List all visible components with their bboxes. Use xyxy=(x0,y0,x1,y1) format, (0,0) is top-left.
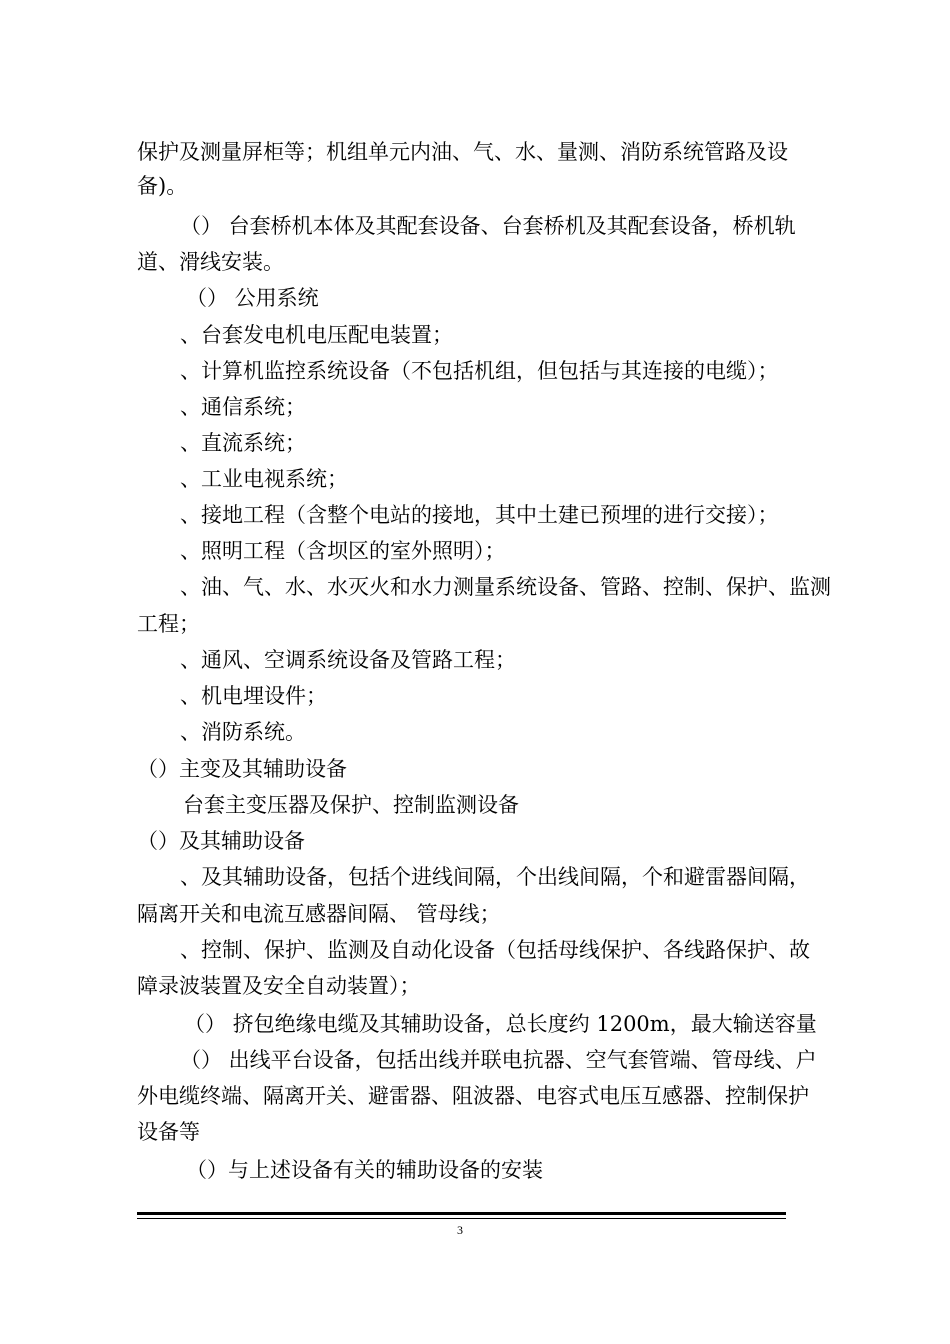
text-line: 保护及测量屏柜等；机组单元内油、气、水、量测、消防系统管路及设 xyxy=(137,140,788,164)
list-item: 、工业电视系统； xyxy=(180,467,348,491)
section-heading: （） 出线平台设备，包括出线并联电抗器、空气套管端、管母线、户 xyxy=(180,1048,817,1072)
footer-rule xyxy=(137,1212,786,1215)
list-item: 、接地工程（含整个电站的接地，其中土建已预埋的进行交接）； xyxy=(180,503,779,527)
text-line: 障录波装置及安全自动装置）； xyxy=(137,974,421,998)
text-line: 台套主变压器及保护、控制监测设备 xyxy=(183,793,519,817)
list-item: 、油、气、水、水灭火和水力测量系统设备、管路、控制、保护、监测 xyxy=(180,575,831,599)
page-number: 3 xyxy=(457,1223,463,1237)
list-item: 、通信系统； xyxy=(180,395,306,419)
list-item: 、机电埋设件； xyxy=(180,684,327,708)
section-heading: （）主变及其辅助设备 xyxy=(137,757,347,781)
text-line: 道、滑线安装。 xyxy=(137,250,284,274)
text-line: （） 台套桥机本体及其配套设备、台套桥机及其配套设备，桥机轨 xyxy=(180,214,796,238)
section-heading: （） 公用系统 xyxy=(186,286,319,310)
list-item: 、控制、保护、监测及自动化设备（包括母线保护、各线路保护、故 xyxy=(180,938,810,962)
section-heading: （）与上述设备有关的辅助设备的安装 xyxy=(186,1158,543,1182)
section-heading: （）及其辅助设备 xyxy=(137,829,305,853)
list-item: 、台套发电机电压配电装置； xyxy=(180,323,453,347)
list-item: 、直流系统； xyxy=(180,431,306,455)
list-item: 、通风、空调系统设备及管路工程； xyxy=(180,648,516,672)
list-item: 、及其辅助设备，包括个进线间隔，个出线间隔，个和避雷器间隔， xyxy=(180,865,810,889)
list-item: 、消防系统。 xyxy=(180,720,306,744)
footer-rule-thin xyxy=(137,1218,786,1219)
text-line: 隔离开关和电流互感器间隔、 管母线； xyxy=(137,902,501,926)
list-item: 、照明工程（含坝区的室外照明）； xyxy=(180,539,506,563)
text-line: 外电缆终端、隔离开关、避雷器、阻波器、电容式电压互感器、控制保护 xyxy=(137,1084,809,1108)
section-heading: （） 挤包绝缘电缆及其辅助设备，总长度约 1200m，最大输送容量 xyxy=(184,1012,817,1036)
text-line: 工程； xyxy=(137,612,200,636)
text-line: 设备等 xyxy=(137,1120,200,1144)
list-item: 、计算机监控系统设备（不包括机组，但包括与其连接的电缆）； xyxy=(180,359,779,383)
text-line: 备)。 xyxy=(137,174,188,198)
